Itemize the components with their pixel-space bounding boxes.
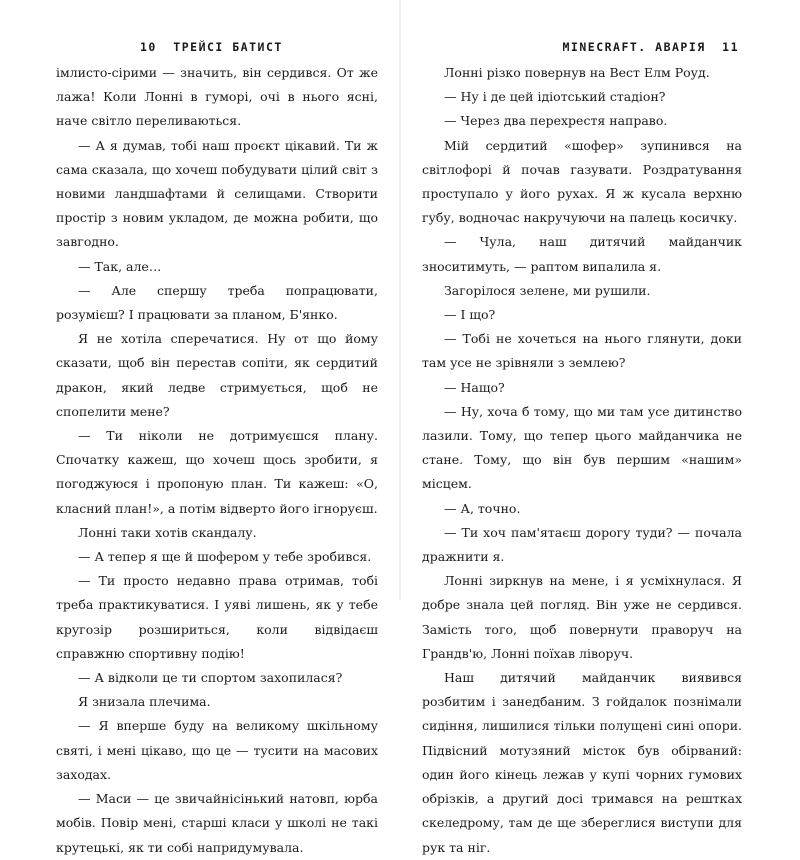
paragraph: — Але спершу треба попрацювати, розумієш? І працювати за планом, Б'янко. [56,282,378,323]
paragraph: Лонні зиркнув на мене, і я усміхнулася. Я добре знала цей погляд. Він уже не сердився. Замість того, щоб повернути праворуч на Грандв'ю, Лонні поїхав ліворуч. [422,573,742,661]
right-page-text [422,61,742,860]
right-running-header [422,36,742,58]
left-page-number: 10 [140,40,157,54]
paragraph: Мій сердитий «шофер» зупинився на світлофорі й почав газувати. Роздратування проступало у його рухах. Я ж кусала верхню губу, водночас накручуючи на палець косичку. [422,137,742,226]
paragraph: — Чула, наш дитячий майданчик зноситимуть, — раптом випалила я. [422,234,742,274]
paragraph: Лонні різко повернув на Вест Елм Роуд. [444,65,710,80]
paragraph: — І що? [444,307,496,323]
paragraph: — Ти хоч пам'ятаєш дорогу туди? — почала дражнити я. [422,524,742,565]
paragraph: Я не хотіла сперечатися. Ну от що йому сказати, щоб він перестав сопіти, як сердитий дракон, який ледве стримується, щоб не спопелити мене? [56,331,378,419]
paragraph: — Маси — це звичайнісінький натовп, юрба мобів. Повір мені, старші класи у школі не такі крутецькі, як ти собі напридумувала. [56,791,378,855]
paragraph: — Ну, хоча б тому, що ми там усе дитинство лазили. Тому, що тепер цього майданчика не стане. Тому, що він був першим «нашим» місцем. [422,403,742,492]
paragraph: — А я думав, тобі наш проєкт цікавий. Ти ж сама сказала, що хочеш побудувати цілий світ з новими ландшафтами й селищами. Створити простір з новим укладом, де можна робити, що завгодно. [56,137,378,250]
paragraph: Лонні таки хотів скандалу. [78,524,257,540]
paragraph: — Так, але… [78,258,162,274]
paragraph: імлисто-сірими — значить, він сердився. От же лажа! Коли Лонні в гуморі, очі в нього ясні, наче світло переливаються. [56,65,378,129]
paragraph: — Ти ніколи не дотримуєшся плану. Спочатку кажеш, що хочеш щось зробити, я погоджуюся і пропоную план. Ти кажеш: «О, класний план!», а потім відверто його ігноруєш. [56,428,378,516]
left-page-text [56,61,378,860]
paragraph: — Ти просто недавно права отримав, тобі треба практикуватися. І уяві лишень, як у тебе кругозір розшириться, коли відвідаєш справжню спортивну подію! [56,573,378,661]
paragraph: Наш дитячий майданчик виявився розбитим і занедбаним. З гойдалок познімали сидіння, лишилися тільки полущені сині опори. Підвісний мотузяний місток був обірваний: один його кінець лежав у купі чорних гумових обрізків, а другий досі тримався на рештках скеледрому, там де ще збереглися виступи для рук та ніг. [422,670,742,855]
right-page-number: 11 [722,40,739,54]
paragraph: — Тобі не хочеться на нього глянути, доки там усе не зрівняли з землею? [422,331,742,371]
left-running-head-author: ТРЕЙСІ БАТИСТ [173,40,283,54]
right-page [400,0,800,855]
paragraph: — А, точно. [444,500,521,516]
right-running-head-title: MINECRAFT. АВАРІЯ [562,40,706,54]
paragraph: — Через два перехрестя направо. [444,113,668,129]
left-running-header [56,36,378,58]
paragraph: — А тепер я ще й шофером у тебе зробився. [78,549,372,565]
paragraph: Загорілося зелене, ми рушили. [444,282,651,298]
paragraph: — Я вперше буду на великому шкільному святі, і мені цікаво, що це — тусити на масових заходах. [56,718,378,782]
paragraph: — Нащо? [444,379,505,395]
paragraph: — А відколи це ти спортом захопилася? [78,670,343,686]
left-page [0,0,400,855]
paragraph: — Ну і де цей ідіотський стадіон? [444,89,666,105]
paragraph: Я знизала плечима. [78,694,211,710]
